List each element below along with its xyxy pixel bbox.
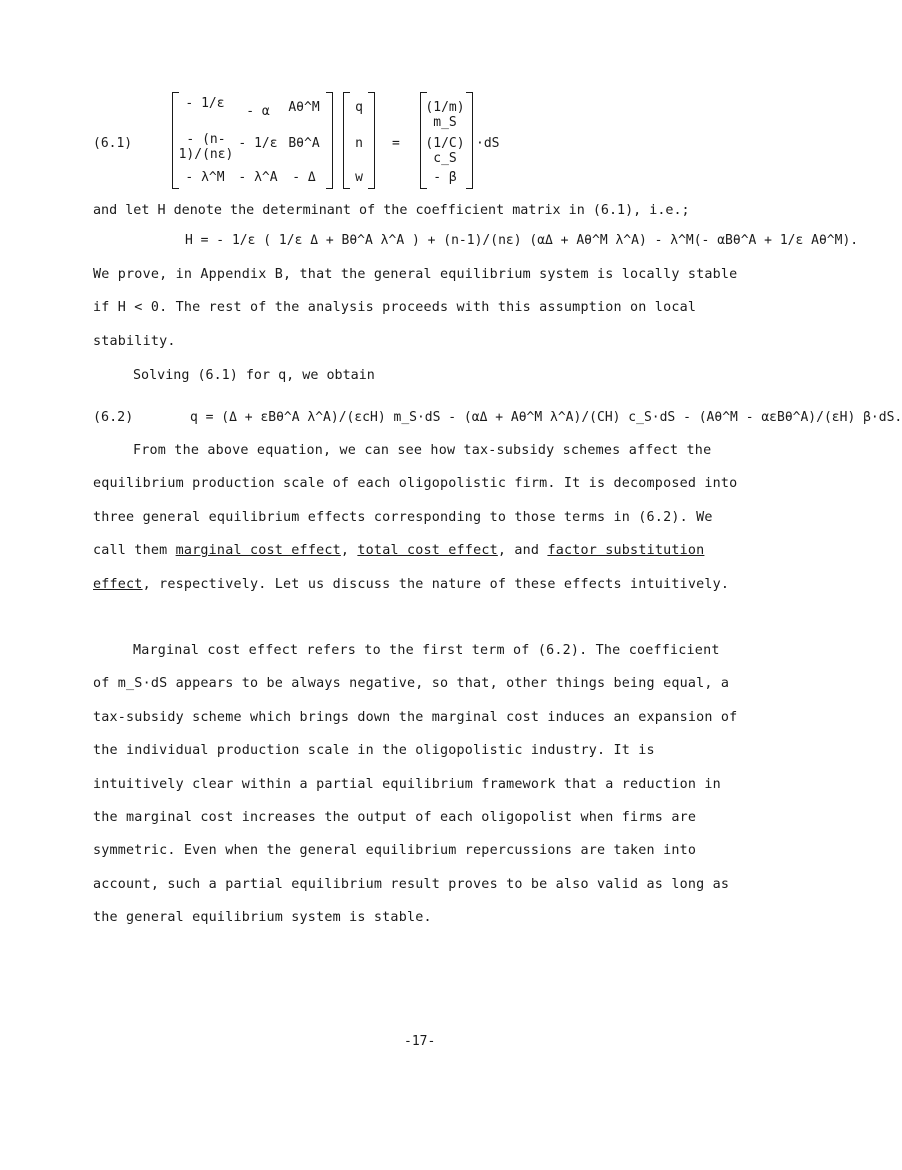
- marginal-cost-paragraph: Marginal cost effect refers to the first term of (6.2). The coefficient of m_S·dS appears to be always negative, so that, other things being equal, a tax-subsidy scheme which brings down the marginal cost induces an expansion of the individual production scale in the oligopolistic industry. It is intuitively clear within a partial equilibrium framework that a reduction in the marginal cost increases the output of each oligopolist when firms are symmetric. Even when the general equilibrium repercussions are taken into account, such a partial equilibrium result proves to be also valid as long as the general equilibrium system is stable.: [93, 643, 738, 926]
- page-number: -17-: [404, 1034, 436, 1049]
- vector-left-bracket: [343, 92, 350, 189]
- marginal-cost-effect-term: marginal cost effect: [175, 543, 341, 559]
- matrix-cell: - 1/ε: [185, 96, 225, 111]
- equals-sign: =: [392, 136, 400, 151]
- rhs-entry: (1/m) m_S: [425, 100, 465, 130]
- vector-entry: q: [355, 100, 363, 115]
- vector-entry: n: [355, 136, 363, 151]
- matrix-cell: Aθ^M: [288, 100, 320, 115]
- matrix-cell: - α: [246, 104, 270, 119]
- vector-entry: w: [355, 170, 363, 185]
- matrix-cell: - (n-1)/(nε): [178, 132, 234, 162]
- rhs-entry: (1/C) c_S: [425, 136, 465, 166]
- determinant-intro: and let H denote the determinant of the coefficient matrix in (6.1), i.e.;: [93, 203, 690, 218]
- vector-right-bracket: [368, 92, 375, 189]
- factor-substitution-effect-term: factor substitution effect: [93, 543, 705, 592]
- matrix-cell: - 1/ε: [238, 136, 278, 151]
- total-cost-effect-term: total cost effect: [357, 543, 498, 559]
- solving-line: Solving (6.1) for q, we obtain: [133, 368, 375, 383]
- decomposition-paragraph: From the above equation, we can see how tax-subsidy schemes affect the equilibrium production scale of each oligopolistic firm. It is decomposed into three general equilibrium effects corresponding to those terms in (6.2). We call them marginal cost effect, total cost effect, and factor substitution effect, respectively. Let us discuss the nature of these effects intuitively.: [93, 443, 738, 592]
- rhs-suffix: ·dS: [476, 136, 500, 151]
- equation-label: (6.1): [93, 136, 133, 151]
- equation-label: (6.2): [93, 410, 134, 425]
- stability-paragraph: We prove, in Appendix B, that the general equilibrium system is locally stable if H < 0. The rest of the analysis proceeds with this assumption on local stability.: [93, 267, 738, 349]
- matrix-cell: - Δ: [292, 170, 316, 185]
- matrix-right-bracket: [326, 92, 333, 189]
- matrix-cell: - λ^A: [238, 170, 278, 185]
- equation-6-2: q = (Δ + εBθ^A λ^A)/(εcH) m_S·dS - (αΔ + Aθ^M λ^A)/(CH) c_S·dS - (Aθ^M - αεBθ^A)/(εH) β·dS.: [190, 410, 902, 425]
- matrix-cell: - λ^M: [185, 170, 225, 185]
- rhs-entry: - β: [433, 170, 457, 185]
- matrix-cell: Bθ^A: [288, 136, 320, 151]
- decomposition-text-end: , respectively. Let us discuss the nature of these effects intuitively.: [142, 576, 730, 592]
- rhs-right-bracket: [466, 92, 473, 189]
- determinant-formula: H = - 1/ε ( 1/ε Δ + Bθ^A λ^A ) + (n-1)/(nε) (αΔ + Aθ^M λ^A) - λ^M(- αBθ^A + 1/ε Aθ^M).: [185, 233, 859, 248]
- decomposition-text: From the above equation, we can see how tax-subsidy schemes affect the equilibrium production scale of each oligopolistic firm. It is decomposed into three general equilibrium effects corresponding to those terms in (6.2). We call them: [93, 443, 738, 559]
